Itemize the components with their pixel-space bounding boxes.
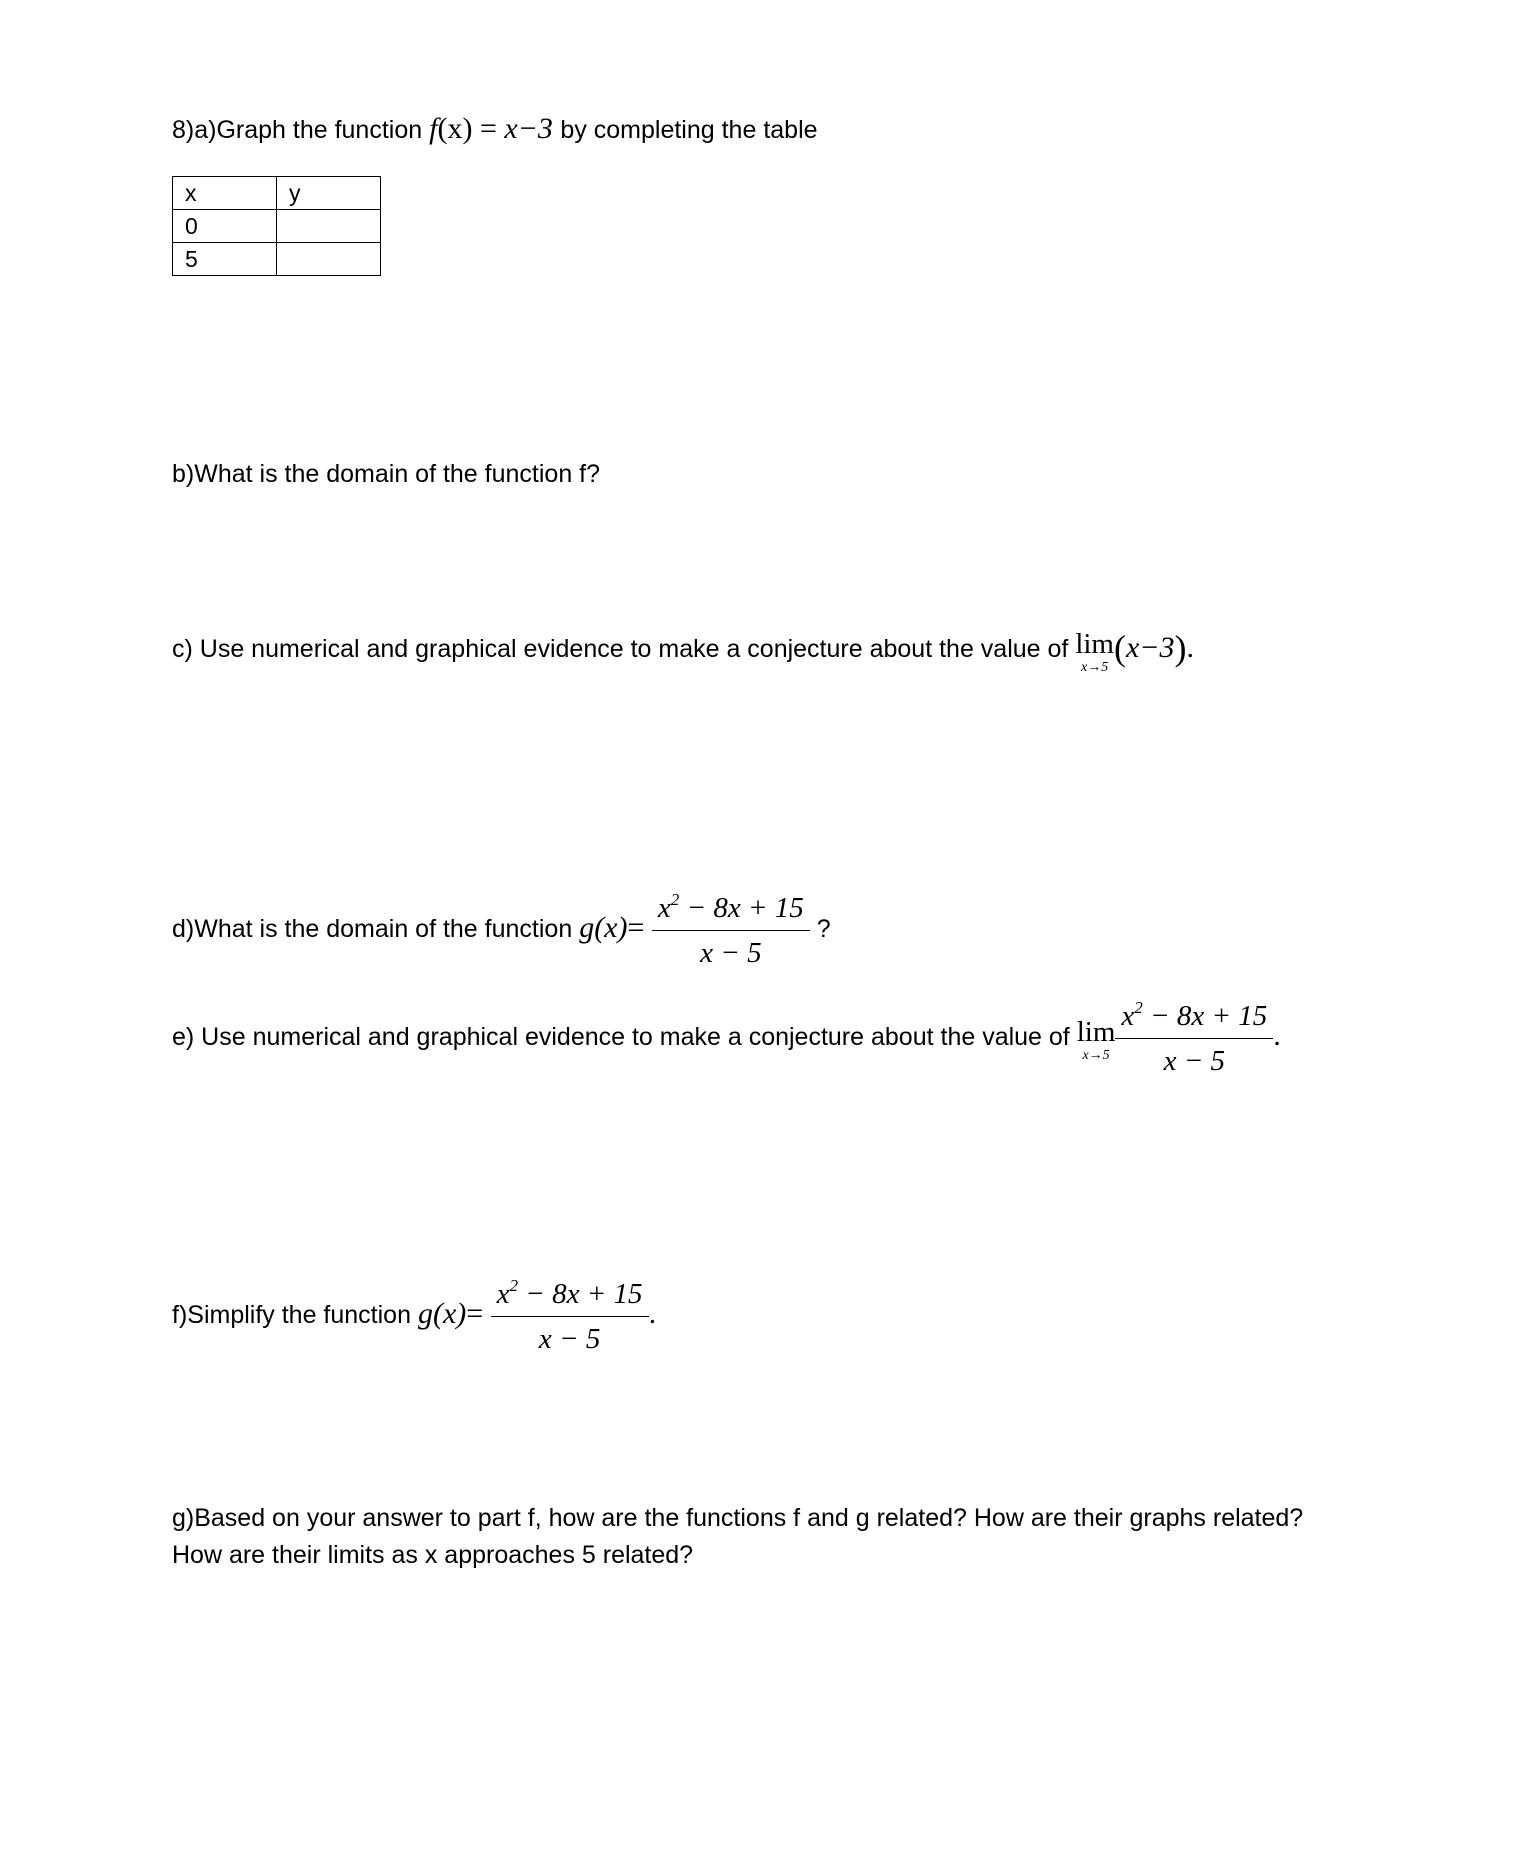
function-g: g(x) — [579, 911, 628, 945]
question-8a-suffix: by completing the table — [560, 116, 818, 144]
fraction-numerator — [491, 1276, 649, 1317]
numerator-exponent: 2 — [1134, 998, 1143, 1017]
function-f-definition — [429, 112, 560, 145]
limit-expression-body: x−3 — [1125, 631, 1175, 664]
question-8f-text: f)Simplify the function — [172, 1301, 411, 1330]
table-header-y: y — [277, 177, 381, 210]
fraction-denominator: x − 5 — [700, 937, 762, 969]
question-8a-label: 8)a)Graph the function — [172, 116, 423, 144]
fraction — [652, 890, 810, 971]
table-header-row — [173, 177, 381, 210]
question-8c — [172, 630, 1194, 675]
numerator-exponent: 2 — [670, 890, 680, 909]
equals-sign: = — [627, 911, 645, 945]
fraction-denominator: x − 5 — [1163, 1045, 1226, 1077]
end-period: . — [648, 1297, 657, 1331]
limit-word: lim — [1076, 1016, 1116, 1049]
table-cell-x: 0 — [173, 210, 277, 243]
table-header-x: x — [173, 177, 277, 210]
function-g-lhs — [579, 911, 652, 944]
question-8c-text: c) Use numerical and graphical evidence to make a conjecture about the value of — [172, 635, 1069, 663]
fraction — [1115, 998, 1273, 1079]
question-8f — [172, 1276, 656, 1357]
function-arg: (x) — [437, 112, 473, 145]
fraction-numerator — [1115, 998, 1273, 1039]
numerator-rest: − 8x + 15 — [518, 1278, 643, 1310]
question-mark: ? — [816, 915, 831, 944]
numerator-base: x — [657, 892, 671, 924]
question-8d — [172, 890, 831, 971]
question-8a — [172, 114, 818, 145]
question-8g-line2: How are their limits as x approaches 5 related? — [172, 1541, 694, 1569]
xy-value-table — [172, 176, 381, 276]
question-8g — [172, 1500, 1303, 1574]
function-expression: x−3 — [504, 112, 553, 145]
fraction-denominator: x − 5 — [538, 1323, 601, 1355]
table-cell-x: 5 — [173, 243, 277, 276]
fraction-numerator — [652, 890, 810, 931]
table-row — [173, 210, 381, 243]
limit-word: lim — [1075, 628, 1114, 660]
numerator-base: x — [1121, 1000, 1135, 1032]
limit-subscript: x→5 — [1081, 660, 1109, 675]
question-8b — [172, 459, 600, 489]
question-8g-line1: g)Based on your answer to part f, how are the functions f and g related? How are their graphs related? — [172, 1504, 1304, 1532]
limit-subscript: x→5 — [1082, 1048, 1110, 1064]
equals-sign: = — [466, 1297, 484, 1331]
numerator-rest: − 8x + 15 — [1142, 1000, 1268, 1032]
limit-notation — [1075, 630, 1114, 675]
numerator-exponent: 2 — [509, 1276, 519, 1295]
function-name-f: f — [429, 112, 438, 145]
numerator-base: x — [496, 1278, 510, 1310]
equals-sign: = — [479, 112, 497, 145]
limit-expression: (x−3). — [1113, 628, 1195, 668]
question-8b-text: b)What is the domain of the function f? — [172, 460, 601, 488]
table-row — [173, 243, 381, 276]
end-period: . — [1186, 631, 1195, 664]
fraction — [491, 1276, 649, 1357]
question-8d-text: d)What is the domain of the function — [172, 915, 573, 944]
numerator-rest: − 8x + 15 — [679, 892, 804, 924]
question-8e — [172, 998, 1281, 1079]
limit-notation — [1077, 1018, 1116, 1063]
table-cell-y[interactable] — [277, 243, 381, 276]
function-g: g(x) — [417, 1297, 467, 1331]
end-period: . — [1273, 1019, 1281, 1053]
table-cell-y[interactable] — [277, 210, 381, 243]
function-g-lhs — [418, 1297, 491, 1330]
question-8e-text: e) Use numerical and graphical evidence to make a conjecture about the value of — [172, 1023, 1070, 1052]
